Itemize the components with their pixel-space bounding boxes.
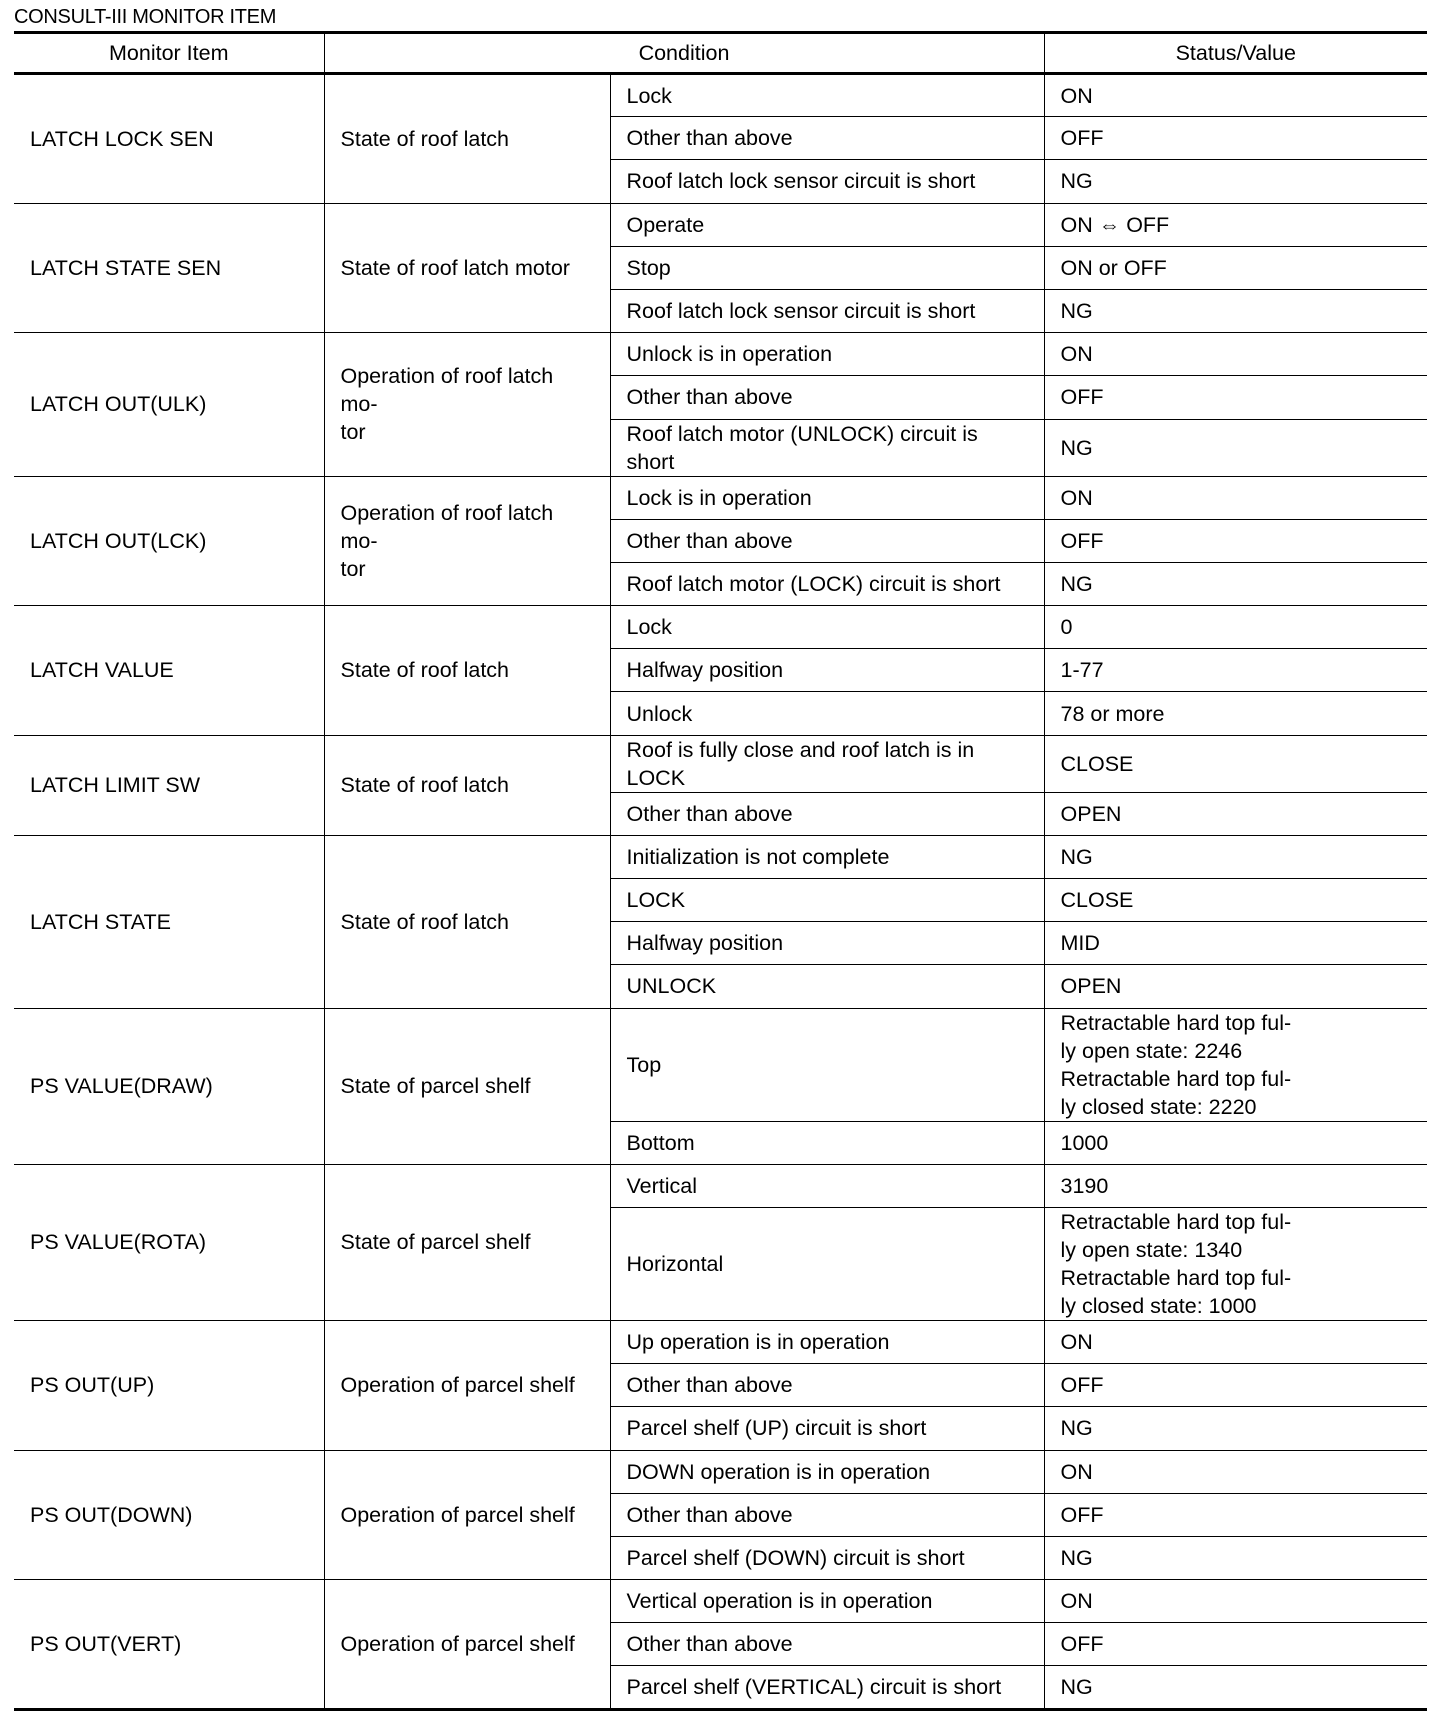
table-row [14,203,1427,246]
monitor-item-table [14,31,1427,1711]
condition-group-cell: Operation of parcel shelf [324,1450,610,1580]
status-value-cell: Retractable hard top ful- ly open state: 1340 Retractable hard top ful- ly closed state: 1000 [1044,1207,1427,1320]
status-value-cell: ON [1044,74,1427,117]
table-row [14,835,1427,878]
condition-detail-cell: Unlock is in operation [610,333,1044,376]
status-value-cell: ON [1044,1580,1427,1623]
monitor-item-cell: LATCH LOCK SEN [14,74,324,204]
status-value-cell: CLOSE [1044,735,1427,792]
monitor-item-cell: LATCH STATE [14,835,324,1008]
condition-detail-cell: Bottom [610,1121,1044,1164]
condition-detail-cell: Lock is in operation [610,476,1044,519]
status-value-cell: NG [1044,160,1427,203]
condition-detail-cell: LOCK [610,879,1044,922]
status-value-cell: 1-77 [1044,649,1427,692]
condition-group-cell: Operation of roof latch mo- tor [324,476,610,606]
condition-detail-cell: Vertical [610,1164,1044,1207]
table-row [14,1450,1427,1493]
table-row [14,74,1427,117]
monitor-item-cell: LATCH LIMIT SW [14,735,324,835]
condition-detail-cell: Lock [610,606,1044,649]
table-body [14,74,1427,1710]
condition-detail-cell: Parcel shelf (VERTICAL) circuit is short [610,1666,1044,1709]
condition-group-cell: State of parcel shelf [324,1008,610,1164]
condition-detail-cell: Other than above [610,117,1044,160]
condition-detail-cell: Other than above [610,1623,1044,1666]
monitor-item-cell: PS OUT(VERT) [14,1580,324,1710]
status-value-cell: 78 or more [1044,692,1427,735]
status-value-cell: NG [1044,1407,1427,1450]
condition-detail-cell: Other than above [610,792,1044,835]
table-row [14,1008,1427,1065]
condition-detail-cell: Roof latch motor (LOCK) circuit is short [610,562,1044,605]
status-value-cell: MID [1044,922,1427,965]
table-row [14,1164,1427,1207]
status-value-cell: OFF [1044,1493,1427,1536]
condition-group-cell: State of roof latch [324,735,610,835]
status-value-cell: ON [1044,333,1427,376]
monitor-item-cell: LATCH OUT(LCK) [14,476,324,606]
condition-detail-cell: Halfway position [610,922,1044,965]
condition-group-cell: State of parcel shelf [324,1164,610,1320]
condition-detail-cell: Horizontal [610,1207,1044,1320]
condition-detail-cell: Roof latch lock sensor circuit is short [610,289,1044,332]
status-value-cell: CLOSE [1044,879,1427,922]
condition-detail-cell: Initialization is not complete [610,835,1044,878]
condition-detail-cell: Operate [610,203,1044,246]
status-value-cell: OFF [1044,519,1427,562]
status-value-cell: NG [1044,835,1427,878]
condition-group-cell: Operation of roof latch mo- tor [324,333,610,476]
condition-detail-cell: Roof latch motor (UNLOCK) circuit is short [610,419,1044,476]
status-value-cell: ON [1044,1450,1427,1493]
status-value-cell: OFF [1044,1623,1427,1666]
condition-detail-cell: UNLOCK [610,965,1044,1008]
monitor-item-cell: PS VALUE(ROTA) [14,1164,324,1320]
status-value-cell: NG [1044,562,1427,605]
status-value-cell: 3190 [1044,1164,1427,1207]
status-value-cell: NG [1044,1666,1427,1709]
header-condition: Condition [324,33,1044,74]
condition-detail-cell: Other than above [610,376,1044,419]
monitor-item-cell: LATCH STATE SEN [14,203,324,333]
condition-group-cell: State of roof latch [324,74,610,204]
condition-detail-cell: Vertical operation is in operation [610,1580,1044,1623]
monitor-item-cell: PS OUT(UP) [14,1320,324,1450]
status-value-cell: ON [1044,476,1427,519]
condition-detail-cell: Lock [610,74,1044,117]
status-value-cell: OFF [1044,376,1427,419]
monitor-item-cell: LATCH OUT(ULK) [14,333,324,476]
condition-group-cell: State of roof latch motor [324,203,610,333]
monitor-item-cell: PS VALUE(DRAW) [14,1008,324,1164]
condition-group-cell: State of roof latch [324,606,610,736]
table-row [14,1320,1427,1363]
condition-detail-cell: Up operation is in operation [610,1320,1044,1363]
table-row [14,1580,1427,1623]
status-value-cell: NG [1044,289,1427,332]
status-value-cell: OPEN [1044,792,1427,835]
status-value-cell: 1000 [1044,1121,1427,1164]
table-row [14,333,1427,376]
status-value-cell: 0 [1044,606,1427,649]
condition-detail-cell: Stop [610,246,1044,289]
monitor-item-cell: LATCH VALUE [14,606,324,736]
status-value-cell: OPEN [1044,965,1427,1008]
condition-detail-cell: Halfway position [610,649,1044,692]
condition-group-cell: Operation of parcel shelf [324,1320,610,1450]
condition-detail-cell: Roof latch lock sensor circuit is short [610,160,1044,203]
header-monitor-item: Monitor Item [14,33,324,74]
table-row [14,476,1427,519]
table-row [14,735,1427,792]
condition-detail-cell: Parcel shelf (UP) circuit is short [610,1407,1044,1450]
condition-detail-cell: DOWN operation is in operation [610,1450,1044,1493]
condition-detail-cell: Other than above [610,1364,1044,1407]
condition-group-cell: Operation of parcel shelf [324,1580,610,1710]
monitor-item-cell: PS OUT(DOWN) [14,1450,324,1580]
condition-detail-cell: Other than above [610,519,1044,562]
condition-detail-cell: Parcel shelf (DOWN) circuit is short [610,1536,1044,1579]
table-caption: CONSULT-III MONITOR ITEM [14,6,277,28]
condition-detail-cell: Top [610,1008,1044,1121]
status-value-cell: NG [1044,1536,1427,1579]
condition-detail-cell: Roof is fully close and roof latch is in LOCK [610,735,1044,792]
status-value-cell: ON [1044,1320,1427,1363]
status-value-cell: OFF [1044,1364,1427,1407]
status-value-cell: Retractable hard top ful- ly open state: 2246 Retractable hard top ful- ly closed state: 2220 [1044,1008,1427,1121]
status-value-cell: OFF [1044,117,1427,160]
status-value-cell: ON ⇔ OFF [1044,203,1427,246]
status-value-cell: ON or OFF [1044,246,1427,289]
condition-detail-cell: Unlock [610,692,1044,735]
table-row [14,606,1427,649]
header-row [14,33,1427,74]
condition-group-cell: State of roof latch [324,835,610,1008]
condition-detail-cell: Other than above [610,1493,1044,1536]
status-value-cell: NG [1044,419,1427,476]
header-status-value: Status/Value [1044,33,1427,74]
